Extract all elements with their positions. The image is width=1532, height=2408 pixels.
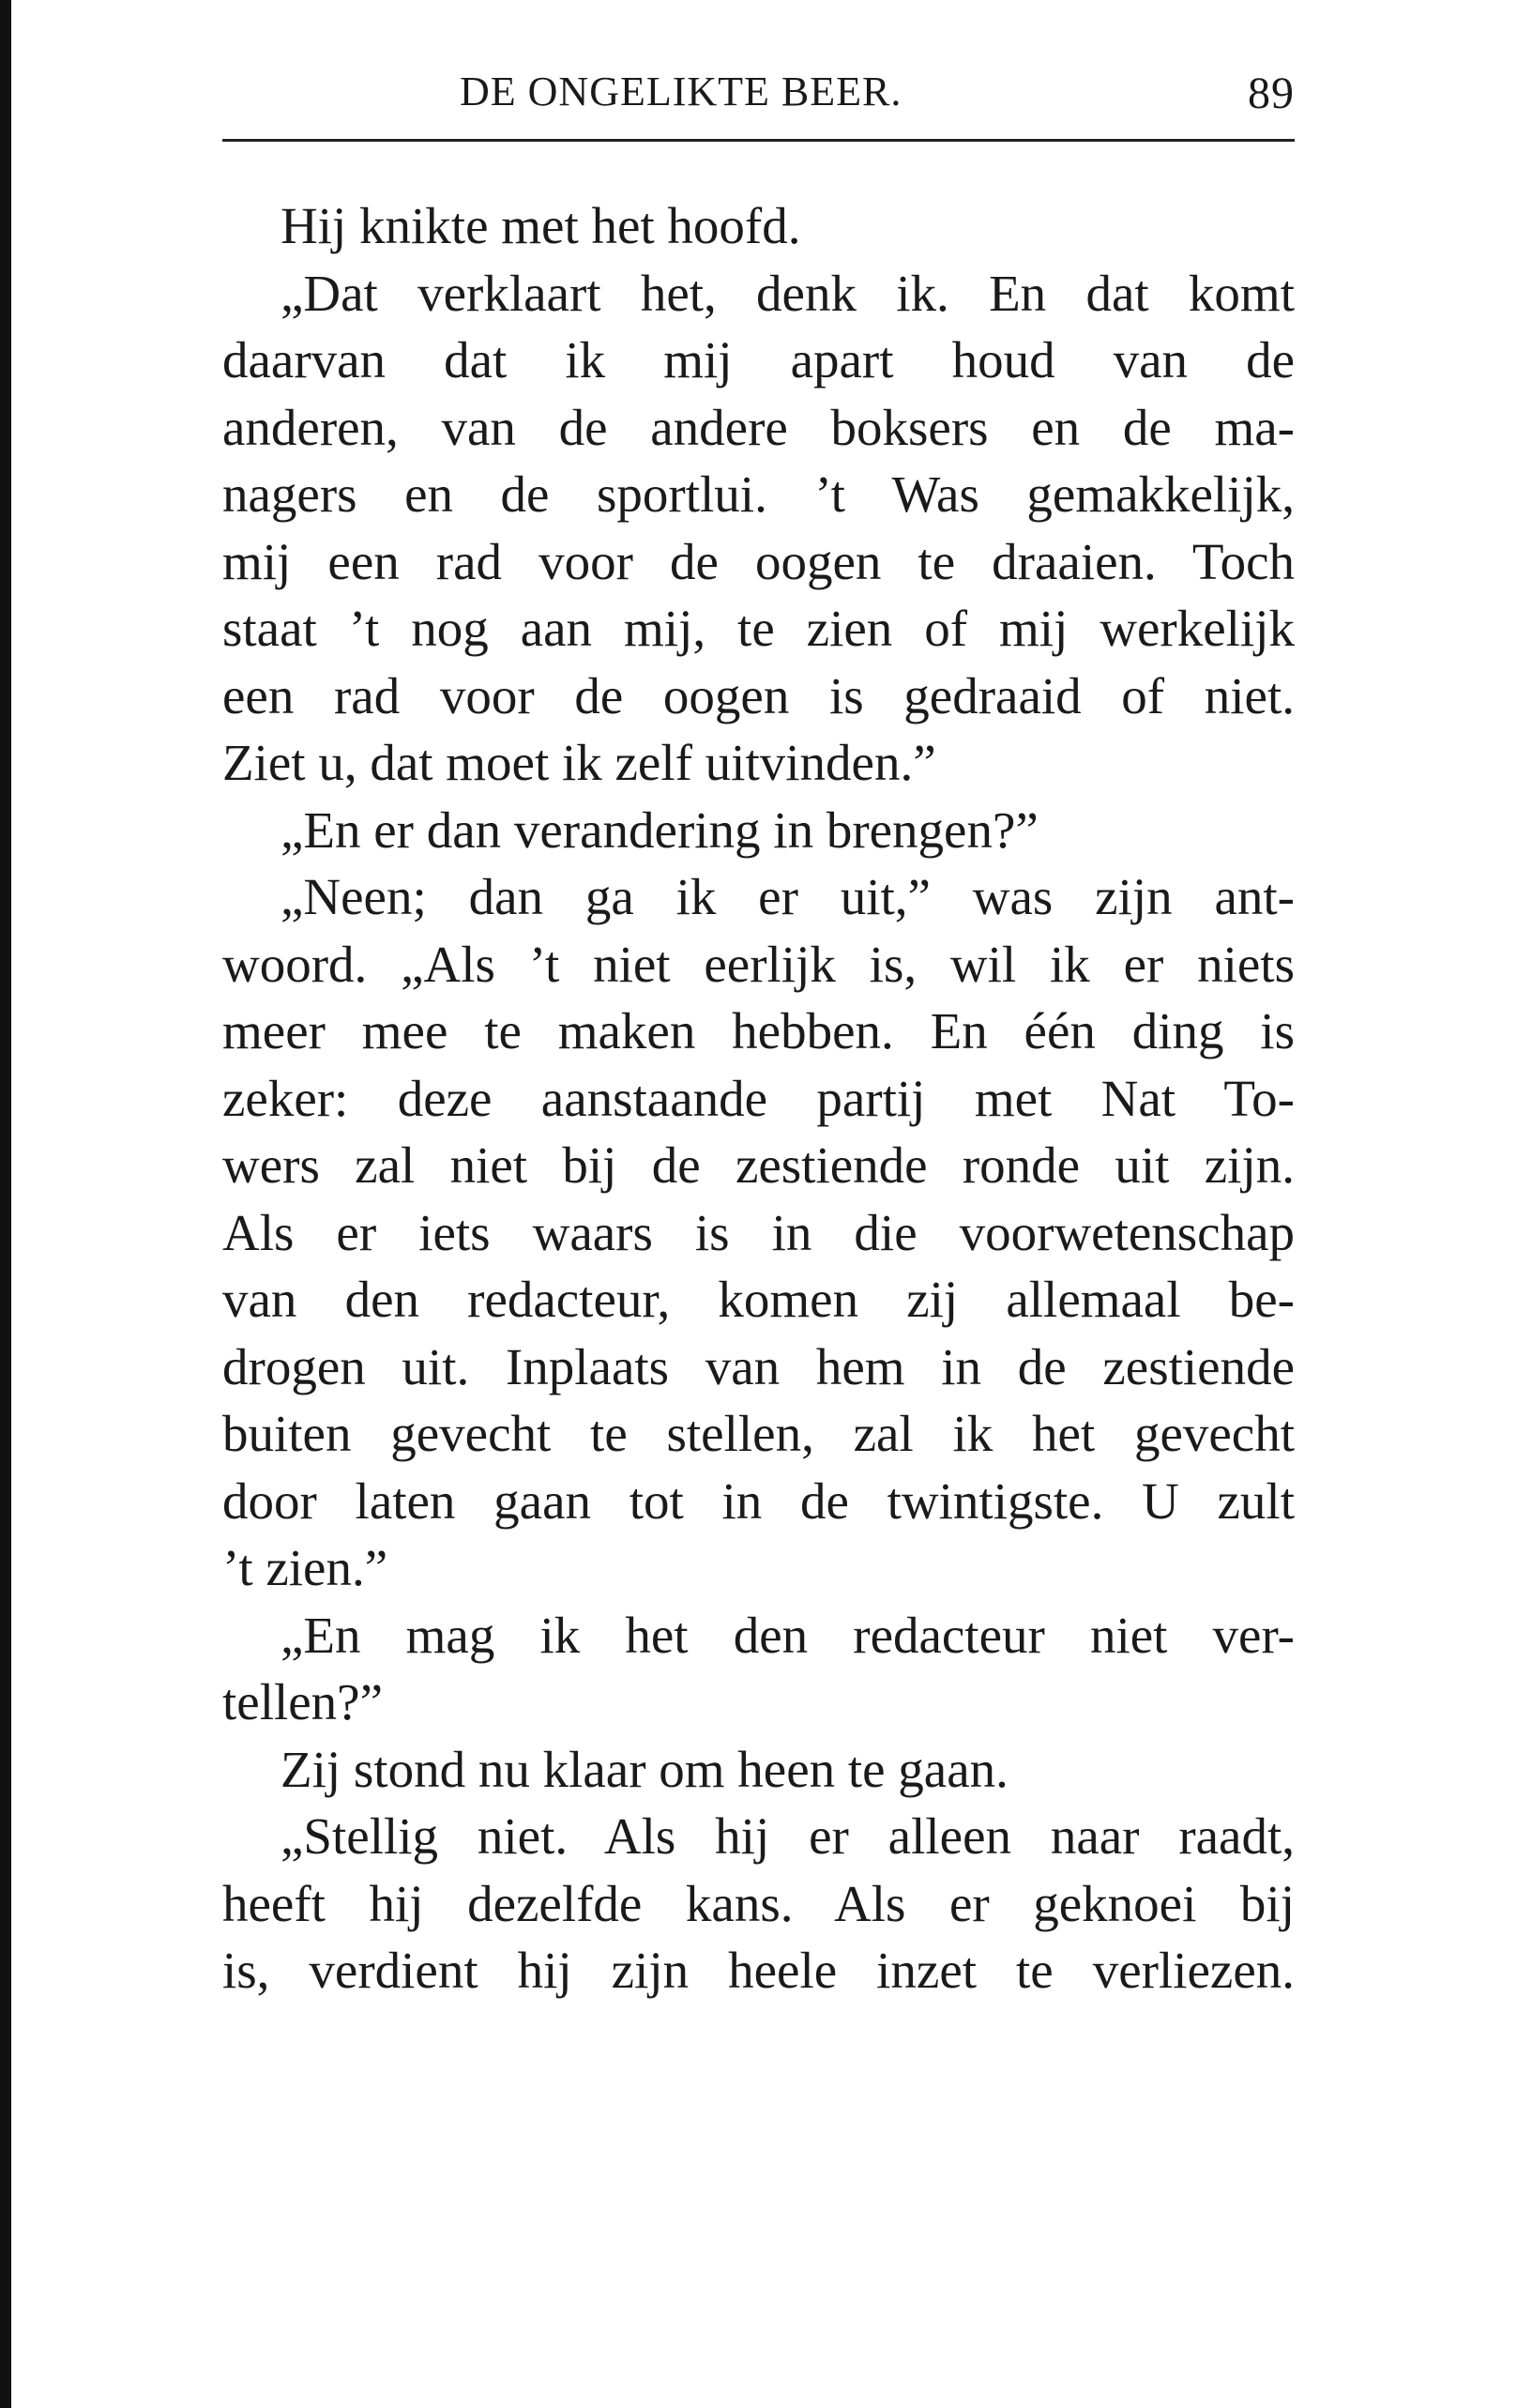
- header-rule: [222, 139, 1295, 142]
- text-line: „Neen; dan ga ik er uit,” was zijn ant-: [281, 868, 1295, 925]
- text-line: ’t zien.”: [222, 1539, 388, 1596]
- text-line: van den redacteur, komen zij allemaal be-: [222, 1271, 1295, 1328]
- text-line: Zij stond nu klaar om heen te gaan.: [281, 1740, 1009, 1798]
- text-line: mij een rad voor de oogen te draaien. Toch: [222, 532, 1295, 590]
- text-line: door laten gaan tot in de twintigste. U zult: [222, 1471, 1295, 1530]
- text-line: anderen, van de andere boksers en de ma-: [222, 398, 1295, 456]
- text-line: heeft hij dezelfde kans. Als er geknoei bij: [222, 1874, 1295, 1932]
- page-spine-edge: [0, 0, 11, 2408]
- text-line: wers zal niet bij de zestiende ronde uit zijn.: [222, 1136, 1295, 1194]
- text-line: staat ’t nog aan mij, te zien of mij werkelijk: [222, 600, 1295, 657]
- text-line: „Dat verklaart het, denk ik. En dat komt: [281, 264, 1295, 322]
- body-text: [222, 192, 1295, 2004]
- text-line: Ziet u, dat moet ik zelf uitvinden.”: [222, 734, 936, 791]
- text-line: drogen uit. Inplaats van hem in de zestiende: [222, 1337, 1295, 1395]
- page-number: 89: [1248, 69, 1295, 118]
- running-title: DE ONGELIKTE BEER.: [460, 69, 903, 114]
- text-line: zeker: deze aanstaande partij met Nat To-: [222, 1069, 1295, 1127]
- text-line: „En er dan verandering in brengen?”: [281, 800, 1039, 859]
- text-line: een rad voor de oogen is gedraaid of niet.: [222, 666, 1295, 724]
- text-line: Als er iets waars is in die voorwetenschap: [222, 1203, 1295, 1261]
- text-line: daarvan dat ik mij apart houd van de: [222, 331, 1295, 389]
- text-line: woord. „Als ’t niet eerlijk is, wil ik er niets: [222, 935, 1295, 993]
- text-line: buiten gevecht te stellen, zal ik het gevecht: [222, 1405, 1295, 1462]
- text-line: is, verdient hij zijn heele inzet te verliezen.: [222, 1942, 1295, 1999]
- text-line: Hij knikte met het hoofd.: [281, 197, 801, 254]
- text-line: tellen?”: [222, 1673, 383, 1730]
- running-header: [222, 68, 1295, 128]
- text-line: „Stellig niet. Als hij er alleen naar raadt,: [281, 1807, 1295, 1865]
- text-line: meer mee te maken hebben. En één ding is: [222, 1002, 1295, 1059]
- text-line: nagers en de sportlui. ’t Was gemakkelijk,: [222, 465, 1295, 523]
- text-line: „En mag ik het den redacteur niet ver-: [281, 1606, 1295, 1664]
